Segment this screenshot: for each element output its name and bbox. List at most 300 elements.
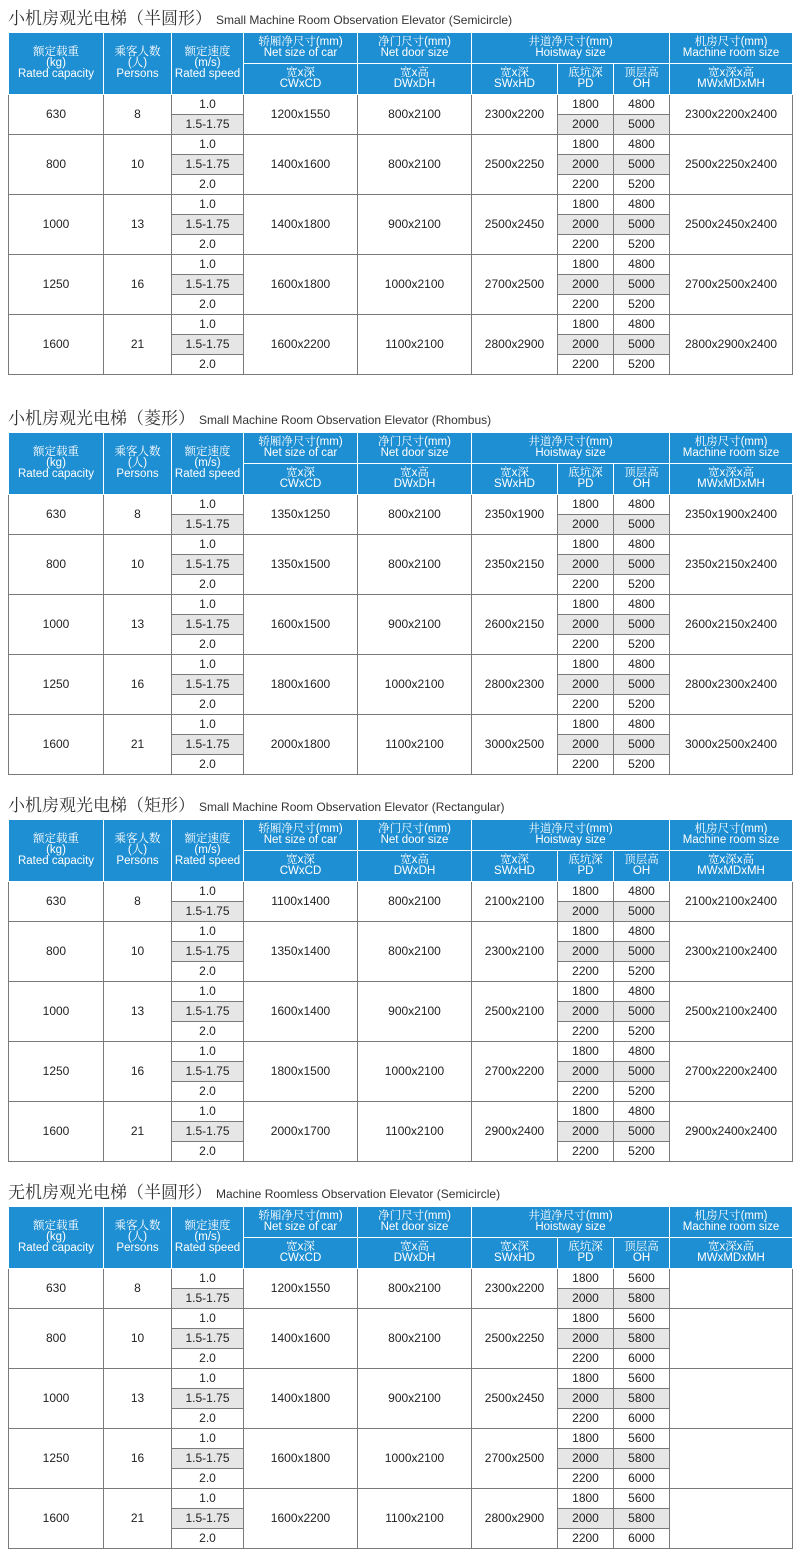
overhead-cell: 5000	[614, 615, 670, 635]
header-car-size	[244, 1207, 358, 1238]
pit-depth-cell: 2000	[558, 902, 614, 922]
persons-cell: 10	[104, 135, 172, 195]
header-persons	[104, 820, 172, 882]
overhead-cell: 5800	[614, 1289, 670, 1309]
header-text: 井道净尺寸(mm)	[528, 1210, 613, 1222]
header-persons	[104, 433, 172, 495]
speed-cell: 1.0	[172, 1429, 244, 1449]
hoistway-size-cell: 2600x2150	[472, 595, 558, 655]
header-text: PD	[577, 78, 594, 90]
header-text: Machine room size	[682, 47, 780, 59]
speed-cell: 1.5-1.75	[172, 1449, 244, 1469]
car-size-cell: 1600x2200	[244, 315, 358, 375]
pit-depth-cell: 2200	[558, 1409, 614, 1429]
header-text: (kg)	[46, 457, 66, 469]
header-text: OH	[632, 78, 651, 90]
section-title-cn: 小机房观光电梯（菱形）	[8, 409, 195, 429]
capacity-cell: 1000	[9, 982, 104, 1042]
header-text: (人)	[127, 844, 148, 856]
header-text: 额定载重	[33, 1220, 79, 1232]
header-text: 净门尺寸(mm)	[378, 1210, 451, 1222]
door-size-cell: 800x2100	[358, 922, 472, 982]
header-text: (人)	[127, 57, 148, 69]
header-text: 宽x高	[400, 854, 429, 866]
capacity-cell: 800	[9, 135, 104, 195]
car-size-cell: 1350x1500	[244, 535, 358, 595]
header-row	[9, 33, 793, 64]
capacity-cell: 1600	[9, 315, 104, 375]
header-text: 机房尺寸(mm)	[694, 823, 768, 835]
overhead-cell: 4800	[614, 982, 670, 1002]
header-car-size	[244, 433, 358, 464]
header-text: (m/s)	[194, 1231, 221, 1243]
spec-section	[8, 6, 792, 375]
header-text: Hoistway size	[535, 47, 606, 59]
overhead-cell: 5000	[614, 1122, 670, 1142]
table-header	[9, 1207, 793, 1269]
header-text: DWxDH	[393, 865, 436, 877]
door-size-cell: 900x2100	[358, 595, 472, 655]
pit-depth-cell: 2000	[558, 335, 614, 355]
header-text: Persons	[116, 1242, 159, 1254]
spec-table	[8, 32, 793, 375]
header-text: 净门尺寸(mm)	[378, 823, 451, 835]
table-header	[9, 820, 793, 882]
pit-depth-cell: 2000	[558, 615, 614, 635]
overhead-cell: 4800	[614, 922, 670, 942]
car-size-cell: 1600x1500	[244, 595, 358, 655]
pit-depth-cell: 2000	[558, 275, 614, 295]
persons-cell: 16	[104, 1042, 172, 1102]
pit-depth-cell: 1800	[558, 495, 614, 515]
table-row	[9, 315, 793, 335]
car-size-cell: 1600x1400	[244, 982, 358, 1042]
header-text: 额定速度	[184, 833, 231, 845]
speed-cell: 1.0	[172, 1269, 244, 1289]
header-text: (人)	[127, 457, 148, 469]
car-size-cell: 2000x1800	[244, 715, 358, 775]
persons-cell: 8	[104, 495, 172, 535]
header-text: Rated speed	[174, 1242, 241, 1254]
overhead-cell: 4800	[614, 1102, 670, 1122]
header-text: 顶层高	[624, 67, 659, 79]
header-text: 额定载重	[33, 446, 79, 458]
header-text: SWxHD	[494, 78, 535, 90]
section-title-en: Machine Roomless Observation Elevator (Semicircle)	[216, 1187, 501, 1201]
header-text: CWxCD	[279, 865, 322, 877]
header-text: 额定载重	[33, 46, 79, 58]
pit-depth-cell: 1800	[558, 535, 614, 555]
hoistway-size-cell: 2500x2100	[472, 982, 558, 1042]
speed-cell: 1.5-1.75	[172, 1062, 244, 1082]
car-size-cell: 1400x1800	[244, 1369, 358, 1429]
header-machine-room-size	[670, 33, 793, 64]
hoistway-size-cell: 3000x2500	[472, 715, 558, 775]
header-text: 底坑深	[568, 1241, 603, 1253]
header-text: Hoistway size	[535, 447, 606, 459]
table-row	[9, 1042, 793, 1062]
speed-cell: 1.5-1.75	[172, 1329, 244, 1349]
pit-depth-cell: 2000	[558, 1509, 614, 1529]
section-title	[8, 6, 792, 32]
machine-room-cell: 2700x2500x2400	[670, 255, 793, 315]
header-text: (kg)	[46, 1231, 66, 1243]
pit-depth-cell: 2200	[558, 235, 614, 255]
header-text: Hoistway size	[535, 834, 606, 846]
section-title-cn: 小机房观光电梯（矩形）	[8, 796, 195, 816]
pit-depth-cell: 2200	[558, 1349, 614, 1369]
machine-room-cell	[670, 1369, 793, 1429]
header-text: SWxHD	[494, 478, 535, 490]
header-text: 额定速度	[184, 46, 231, 58]
machine-room-cell	[670, 1429, 793, 1489]
speed-cell: 2.0	[172, 635, 244, 655]
hoistway-size-cell: 2700x2500	[472, 1429, 558, 1489]
header-hoist-dims	[472, 464, 558, 495]
table-row	[9, 982, 793, 1002]
header-room-dims	[670, 851, 793, 882]
capacity-cell: 1250	[9, 1042, 104, 1102]
door-size-cell: 1000x2100	[358, 1429, 472, 1489]
pit-depth-cell: 2000	[558, 215, 614, 235]
overhead-cell: 5000	[614, 555, 670, 575]
header-text: Machine room size	[682, 1221, 780, 1233]
header-text: 井道净尺寸(mm)	[528, 36, 613, 48]
pit-depth-cell: 2000	[558, 942, 614, 962]
header-text: (m/s)	[194, 844, 221, 856]
table-row	[9, 95, 793, 115]
speed-cell: 1.5-1.75	[172, 1289, 244, 1309]
overhead-cell: 5800	[614, 1389, 670, 1409]
speed-cell: 1.5-1.75	[172, 515, 244, 535]
speed-cell: 2.0	[172, 755, 244, 775]
header-text: (m/s)	[194, 457, 221, 469]
speed-cell: 2.0	[172, 235, 244, 255]
header-hoist-dims	[472, 64, 558, 95]
overhead-cell: 5000	[614, 155, 670, 175]
header-text: 乘客人数	[114, 46, 161, 58]
header-door-dims	[358, 851, 472, 882]
header-text: PD	[577, 865, 594, 877]
door-size-cell: 900x2100	[358, 982, 472, 1042]
header-overhead	[614, 1238, 670, 1269]
machine-room-cell: 2500x2250x2400	[670, 135, 793, 195]
header-text: Net door size	[380, 1221, 449, 1233]
machine-room-cell: 2900x2400x2400	[670, 1102, 793, 1162]
pit-depth-cell: 2000	[558, 555, 614, 575]
door-size-cell: 900x2100	[358, 1369, 472, 1429]
header-overhead	[614, 464, 670, 495]
persons-cell: 10	[104, 922, 172, 982]
machine-room-cell: 2800x2300x2400	[670, 655, 793, 715]
capacity-cell: 630	[9, 1269, 104, 1309]
header-text: 宽x深	[500, 1241, 529, 1253]
header-text: PD	[577, 478, 594, 490]
machine-room-cell: 2500x2450x2400	[670, 195, 793, 255]
header-speed	[172, 33, 244, 95]
header-room-dims	[670, 64, 793, 95]
speed-cell: 1.0	[172, 882, 244, 902]
speed-cell: 2.0	[172, 1349, 244, 1369]
speed-cell: 1.0	[172, 495, 244, 515]
speed-cell: 2.0	[172, 1469, 244, 1489]
section-title	[8, 793, 792, 819]
car-size-cell: 1400x1800	[244, 195, 358, 255]
header-row	[9, 820, 793, 851]
persons-cell: 21	[104, 315, 172, 375]
speed-cell: 2.0	[172, 1409, 244, 1429]
pit-depth-cell: 2200	[558, 355, 614, 375]
speed-cell: 1.5-1.75	[172, 1002, 244, 1022]
header-text: 宽x高	[400, 467, 429, 479]
pit-depth-cell: 2200	[558, 1022, 614, 1042]
machine-room-cell: 2300x2200x2400	[670, 95, 793, 135]
header-text: 宽x深	[286, 854, 315, 866]
machine-room-cell: 2600x2150x2400	[670, 595, 793, 655]
overhead-cell: 5600	[614, 1269, 670, 1289]
persons-cell: 16	[104, 1429, 172, 1489]
overhead-cell: 4800	[614, 655, 670, 675]
car-size-cell: 1400x1600	[244, 135, 358, 195]
machine-room-cell: 2300x2100x2400	[670, 922, 793, 982]
header-text: 净门尺寸(mm)	[378, 436, 451, 448]
pit-depth-cell: 2000	[558, 1062, 614, 1082]
speed-cell: 1.0	[172, 255, 244, 275]
table-body	[9, 495, 793, 775]
header-text: 乘客人数	[114, 1220, 161, 1232]
table-row	[9, 135, 793, 155]
pit-depth-cell: 1800	[558, 922, 614, 942]
header-text: MWxMDxMH	[697, 1252, 765, 1264]
door-size-cell: 1000x2100	[358, 655, 472, 715]
header-text: Rated capacity	[17, 855, 95, 867]
header-door-size	[358, 33, 472, 64]
table-row	[9, 922, 793, 942]
header-text: Machine room size	[682, 447, 780, 459]
overhead-cell: 5200	[614, 575, 670, 595]
table-row	[9, 1269, 793, 1289]
speed-cell: 1.5-1.75	[172, 675, 244, 695]
pit-depth-cell: 2000	[558, 1002, 614, 1022]
capacity-cell: 1600	[9, 1102, 104, 1162]
header-door-size	[358, 433, 472, 464]
overhead-cell: 4800	[614, 595, 670, 615]
hoistway-size-cell: 2350x1900	[472, 495, 558, 535]
section-title	[8, 406, 792, 432]
car-size-cell: 1600x1800	[244, 1429, 358, 1489]
header-machine-room-size	[670, 820, 793, 851]
header-text: 额定速度	[184, 1220, 231, 1232]
capacity-cell: 1250	[9, 255, 104, 315]
header-hoistway-size	[472, 33, 670, 64]
header-text: Net size of car	[263, 1221, 338, 1233]
capacity-cell: 800	[9, 922, 104, 982]
pit-depth-cell: 2000	[558, 155, 614, 175]
pit-depth-cell: 2200	[558, 295, 614, 315]
header-text: 宽x深x高	[708, 67, 755, 79]
overhead-cell: 6000	[614, 1409, 670, 1429]
header-text: Net size of car	[263, 834, 338, 846]
speed-cell: 1.0	[172, 922, 244, 942]
table-body	[9, 882, 793, 1162]
header-machine-room-size	[670, 433, 793, 464]
overhead-cell: 5000	[614, 335, 670, 355]
header-door-size	[358, 820, 472, 851]
header-capacity	[9, 1207, 104, 1269]
persons-cell: 16	[104, 655, 172, 715]
door-size-cell: 1000x2100	[358, 1042, 472, 1102]
pit-depth-cell: 2000	[558, 735, 614, 755]
header-text: 净门尺寸(mm)	[378, 36, 451, 48]
pit-depth-cell: 1800	[558, 255, 614, 275]
header-text: DWxDH	[393, 78, 436, 90]
capacity-cell: 1000	[9, 1369, 104, 1429]
capacity-cell: 1250	[9, 655, 104, 715]
speed-cell: 1.0	[172, 715, 244, 735]
header-text: 宽x深	[286, 67, 315, 79]
persons-cell: 13	[104, 1369, 172, 1429]
header-overhead	[614, 851, 670, 882]
hoistway-size-cell: 2800x2300	[472, 655, 558, 715]
header-text: Net size of car	[263, 47, 338, 59]
header-text: 宽x高	[400, 1241, 429, 1253]
machine-room-cell: 2350x2150x2400	[670, 535, 793, 595]
header-text: Net door size	[380, 47, 449, 59]
car-size-cell: 1350x1250	[244, 495, 358, 535]
machine-room-cell: 2350x1900x2400	[670, 495, 793, 535]
header-text: Hoistway size	[535, 1221, 606, 1233]
header-text: 宽x深	[500, 854, 529, 866]
speed-cell: 1.0	[172, 135, 244, 155]
speed-cell: 1.5-1.75	[172, 1389, 244, 1409]
spec-section	[8, 406, 792, 775]
header-text: 井道净尺寸(mm)	[528, 823, 613, 835]
door-size-cell: 800x2100	[358, 1269, 472, 1309]
hoistway-size-cell: 2700x2200	[472, 1042, 558, 1102]
header-door-size	[358, 1207, 472, 1238]
header-car-size	[244, 33, 358, 64]
section-title-en: Small Machine Room Observation Elevator (Semicircle)	[216, 13, 513, 27]
header-persons	[104, 1207, 172, 1269]
car-size-cell: 1800x1500	[244, 1042, 358, 1102]
header-capacity	[9, 33, 104, 95]
header-text: 宽x深	[500, 67, 529, 79]
header-text: OH	[632, 1252, 651, 1264]
header-row	[9, 433, 793, 464]
header-capacity	[9, 433, 104, 495]
overhead-cell: 4800	[614, 255, 670, 275]
overhead-cell: 4800	[614, 95, 670, 115]
header-car-size	[244, 820, 358, 851]
speed-cell: 1.0	[172, 1369, 244, 1389]
overhead-cell: 5200	[614, 962, 670, 982]
table-body	[9, 95, 793, 375]
hoistway-size-cell: 2500x2250	[472, 1309, 558, 1369]
capacity-cell: 800	[9, 535, 104, 595]
header-car-dims	[244, 64, 358, 95]
door-size-cell: 800x2100	[358, 135, 472, 195]
header-text: (m/s)	[194, 57, 221, 69]
header-hoistway-size	[472, 820, 670, 851]
hoistway-size-cell: 2800x2900	[472, 315, 558, 375]
pit-depth-cell: 1800	[558, 595, 614, 615]
header-text: (kg)	[46, 57, 66, 69]
overhead-cell: 5000	[614, 675, 670, 695]
header-text: MWxMDxMH	[697, 478, 765, 490]
door-size-cell: 1100x2100	[358, 1102, 472, 1162]
section-title	[8, 1180, 792, 1206]
overhead-cell: 5600	[614, 1369, 670, 1389]
pit-depth-cell: 2200	[558, 635, 614, 655]
door-size-cell: 1100x2100	[358, 315, 472, 375]
header-door-dims	[358, 1238, 472, 1269]
hoistway-size-cell: 2100x2100	[472, 882, 558, 922]
overhead-cell: 5200	[614, 355, 670, 375]
table-row	[9, 255, 793, 275]
capacity-cell: 800	[9, 1309, 104, 1369]
speed-cell: 2.0	[172, 695, 244, 715]
table-row	[9, 595, 793, 615]
header-text: DWxDH	[393, 1252, 436, 1264]
header-machine-room-size	[670, 1207, 793, 1238]
capacity-cell: 1250	[9, 1429, 104, 1489]
pit-depth-cell: 2000	[558, 675, 614, 695]
speed-cell: 1.5-1.75	[172, 1509, 244, 1529]
capacity-cell: 1000	[9, 195, 104, 255]
overhead-cell: 5600	[614, 1489, 670, 1509]
header-text: CWxCD	[279, 1252, 322, 1264]
overhead-cell: 5200	[614, 755, 670, 775]
header-text: 轿厢净尺寸(mm)	[258, 823, 343, 835]
car-size-cell: 2000x1700	[244, 1102, 358, 1162]
table-row	[9, 535, 793, 555]
header-text: 额定速度	[184, 446, 231, 458]
header-text: 宽x深	[286, 467, 315, 479]
speed-cell: 1.0	[172, 1042, 244, 1062]
machine-room-cell: 2700x2200x2400	[670, 1042, 793, 1102]
speed-cell: 2.0	[172, 355, 244, 375]
overhead-cell: 5000	[614, 515, 670, 535]
persons-cell: 21	[104, 715, 172, 775]
hoistway-size-cell: 2500x2250	[472, 135, 558, 195]
header-hoist-dims	[472, 851, 558, 882]
table-body	[9, 1269, 793, 1549]
pit-depth-cell: 2200	[558, 755, 614, 775]
header-car-dims	[244, 1238, 358, 1269]
capacity-cell: 630	[9, 95, 104, 135]
header-row	[9, 1207, 793, 1238]
header-room-dims	[670, 464, 793, 495]
overhead-cell: 5600	[614, 1309, 670, 1329]
header-room-dims	[670, 1238, 793, 1269]
pit-depth-cell: 1800	[558, 882, 614, 902]
car-size-cell: 1100x1400	[244, 882, 358, 922]
speed-cell: 2.0	[172, 575, 244, 595]
speed-cell: 2.0	[172, 175, 244, 195]
hoistway-size-cell: 2300x2200	[472, 1269, 558, 1309]
overhead-cell: 5000	[614, 275, 670, 295]
spec-table	[8, 1206, 793, 1549]
speed-cell: 1.5-1.75	[172, 555, 244, 575]
header-text: 顶层高	[624, 467, 659, 479]
table-row	[9, 882, 793, 902]
header-door-dims	[358, 464, 472, 495]
overhead-cell: 5000	[614, 735, 670, 755]
pit-depth-cell: 1800	[558, 315, 614, 335]
machine-room-cell: 3000x2500x2400	[670, 715, 793, 775]
header-car-dims	[244, 851, 358, 882]
overhead-cell: 6000	[614, 1469, 670, 1489]
